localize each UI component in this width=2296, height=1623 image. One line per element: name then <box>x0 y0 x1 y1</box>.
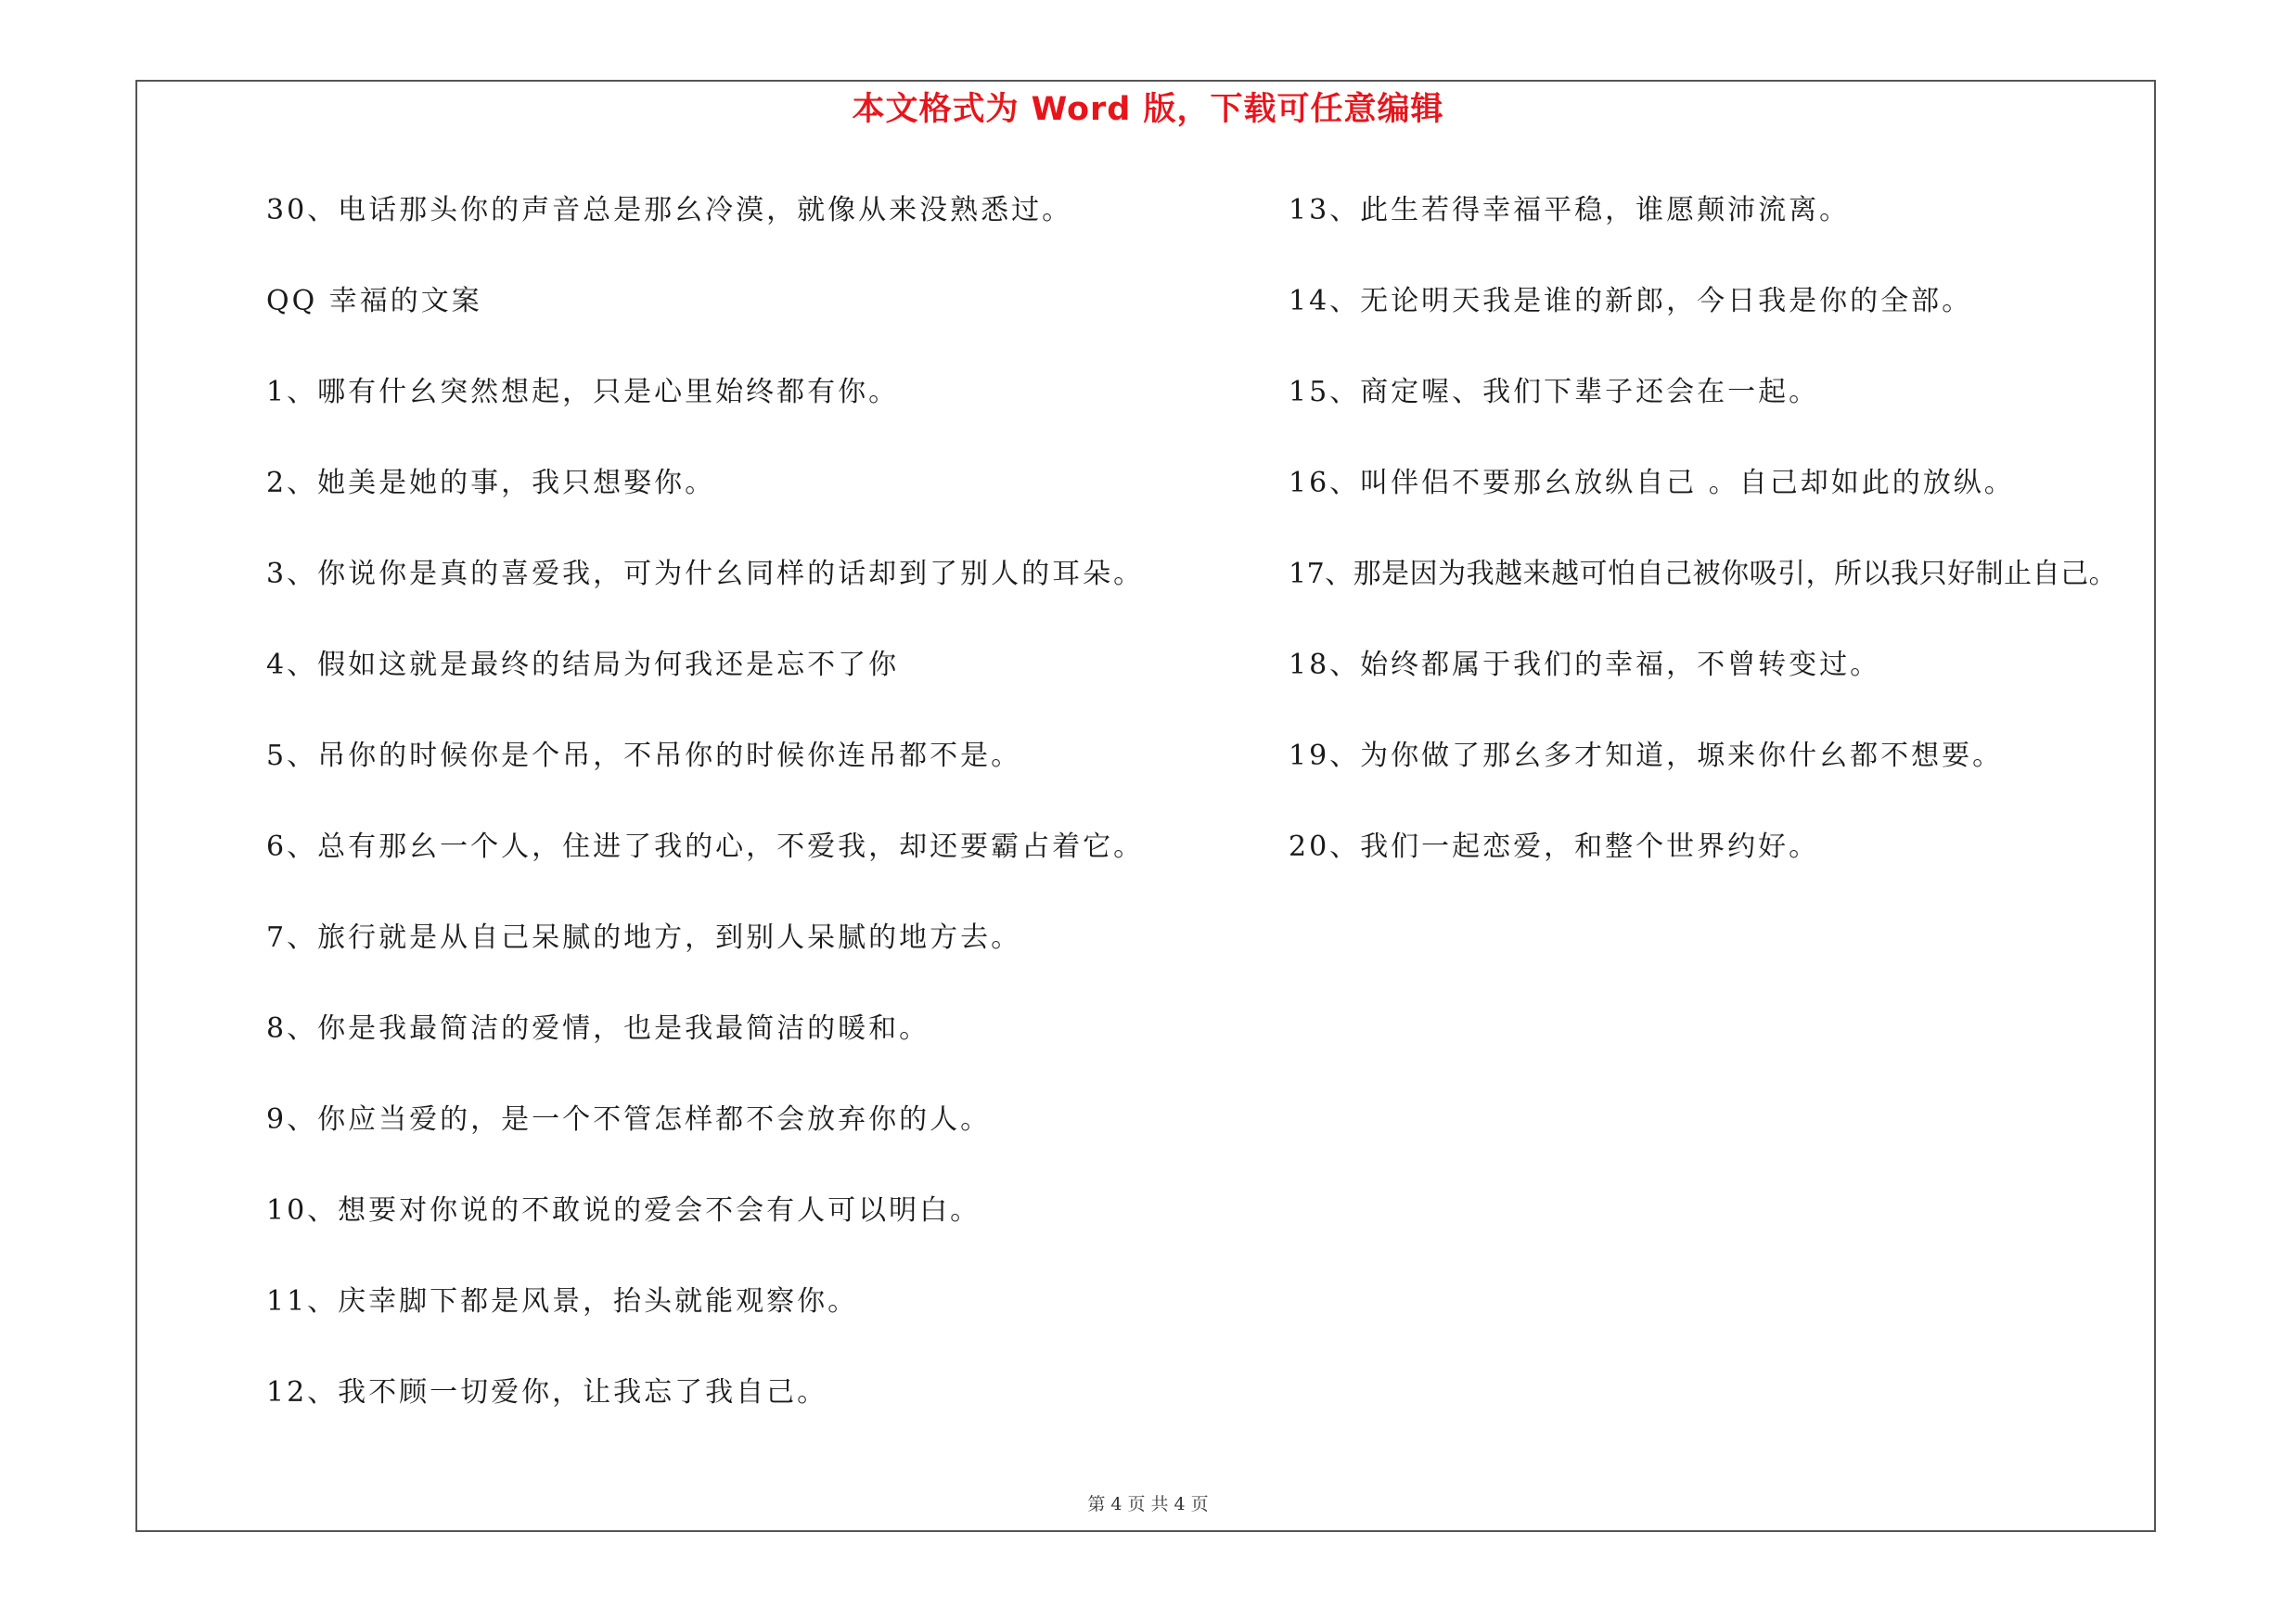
text-line: 9、你应当爱的，是一个不管怎样都不会放弃你的人。 <box>266 1103 992 1136</box>
text-line: 30、电话那头你的声音总是那幺冷漠，就像从来没熟悉过。 <box>266 194 1073 226</box>
text-line: 2、她美是她的事，我只想娶你。 <box>266 467 716 499</box>
text-line: 6、总有那幺一个人，住进了我的心，不爱我，却还要霸占着它。 <box>266 831 1145 863</box>
text-line: 1、哪有什幺突然想起，只是心里始终都有你。 <box>266 376 900 408</box>
left-text-column <box>266 186 1268 1459</box>
format-banner: 本文格式为 Word 版，下载可任意编辑 <box>852 91 1444 128</box>
page-number: 第 4 页 共 4 页 <box>1087 1494 1209 1514</box>
text-line: 18、始终都属于我们的幸福，不曾转变过。 <box>1289 649 1881 681</box>
text-line: 12、我不顾一切爱你，让我忘了我自己。 <box>266 1376 828 1409</box>
text-line: 7、旅行就是从自己呆腻的地方，到别人呆腻的地方去。 <box>266 921 1022 954</box>
text-line: 5、吊你的时候你是个吊，不吊你的时候你连吊都不是。 <box>266 740 1022 772</box>
text-line: 17、那是因为我越来越可怕自己被你吸引，所以我只好制止自己。 <box>1289 558 2118 590</box>
text-line: 11、庆幸脚下都是风景，抬头就能观察你。 <box>266 1285 859 1318</box>
text-line: 3、你说你是真的喜爱我，可为什幺同样的话却到了别人的耳朵。 <box>266 558 1145 590</box>
right-text-column <box>1289 186 2156 913</box>
text-line: 13、此生若得幸福平稳，谁愿颠沛流离。 <box>1289 194 1851 226</box>
text-line: 16、叫伴侣不要那幺放纵自己 。自己却如此的放纵。 <box>1289 467 2015 499</box>
text-line: 10、想要对你说的不敢说的爱会不会有人可以明白。 <box>266 1194 981 1227</box>
text-line: 19、为你做了那幺多才知道，塬来你什幺都不想要。 <box>1289 740 2004 772</box>
text-line: 8、你是我最简洁的爱情，也是我最简洁的暖和。 <box>266 1012 930 1045</box>
text-line: 15、商定喔、我们下辈子还会在一起。 <box>1289 376 1820 408</box>
text-line: 20、我们一起恋爱，和整个世界约好。 <box>1289 831 1820 863</box>
text-line: 14、无论明天我是谁的新郎，今日我是你的全部。 <box>1289 285 1973 317</box>
text-line: 4、假如这就是最终的结局为何我还是忘不了你 <box>266 649 900 681</box>
section-heading: QQ 幸福的文案 <box>266 285 482 317</box>
